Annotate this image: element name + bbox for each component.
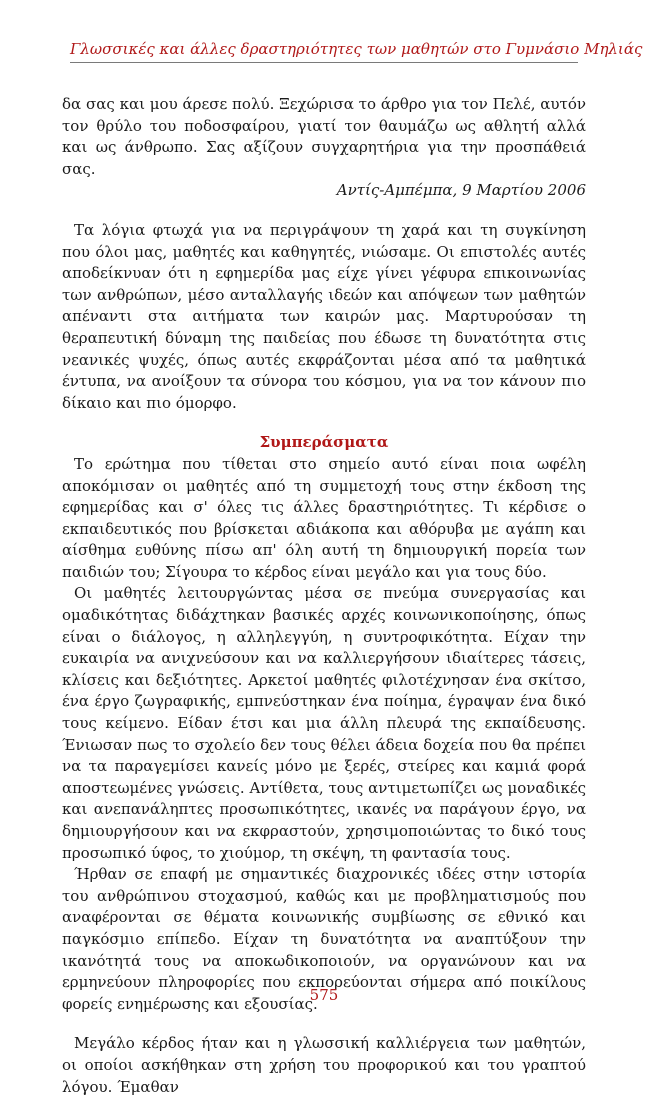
conclusion-paragraph-2: Οι μαθητές λειτουργώντας μέσα σε πνεύμα συνεργασίας και ομαδικότητας διδάχτηκαν βασικές αρχές κοινωνικοποίησης, όπως είναι ο διάλογος, η αλληλεγγύη, η συντροφικότητα. Είχαν την ευκαιρία να ανιχνεύσουν και να καλλιεργήσουν ιδιαίτερες τάσεις, κλίσεις και δεξιότητες. Αρκετοί μαθητές φιλοτέχνησαν ένα σκίτσο, ένα έργο ζωγραφικής, εμπνεύστηκαν ένα ποίημα, έγραψαν ένα δικό τους κείμενο. Είδαν έτσι και μια άλλη πλευρά της εκπαίδευσης. Ένιωσαν πως το σχολείο δεν τους θέλει άδεια δοχεία που θα πρέπει να τα παραγεμίσει κανείς μόνο με ξερές, στείρες και καμιά φορά αποστεωμένες γνώσεις. Αντίθετα, τους αντιμετωπίζει ως μοναδικές και ανεπανάληπτες προσωπικότητες, ικανές να παράγουν έργο, να δημιουργήσουν και να εκφραστούν, χρησιμοποιώντας το δικό τους προσωπικό ύφος, το χιούμορ, τη σκέψη, τη φαντασία τους. [62,584,586,862]
letter-signature: Αντίς-Αμπέμπα, 9 Μαρτίου 2006 [336,181,586,200]
running-header: Γλωσσικές και άλλες δραστηριότητες των μαθητών στο Γυμνάσιο Μηλιάς [70,40,643,58]
body-text [62,94,586,1098]
conclusion-paragraph-4: Μεγάλο κέρδος ήταν και η γλωσσική καλλιέργεια των μαθητών, οι οποίοι ασκήθηκαν στη χρήση του προφορικού και του γραπτού λόγου. Έμαθαν [62,1034,586,1096]
letter-excerpt: δα σας και μου άρεσε πολύ. Ξεχώρισα το άρθρο για τον Πελέ, αυτόν τον θρύλο του ποδοσφαίρου, γιατί τον θαυμάζω ως αθλητή αλλά και ως άνθρωπο. Σας αξίζουν συγχαρητήρια για την προσπάθειά σας. [62,95,586,178]
section-title: Συμπεράσματα [259,433,389,452]
intro-paragraph: Τα λόγια φτωχά για να περιγράψουν τη χαρά και τη συγκίνηση που όλοι μας, μαθητές και καθηγητές, νιώσαμε. Οι επιστολές αυτές αποδείκνυαν ότι η εφημερίδα μας είχε γίνει γέφυρα επικοινωνίας των ανθρώπων, μέσο ανταλλαγής ιδεών και απόψεων των μαθητών απέναντι στα αιτήματα των καιρών μας. Μαρτυρούσαν τη θεραπευτική δύναμη της παιδείας που έδωσε τη δυνατότητα στις νεανικές ψυχές, όπως αυτές εκφράζονται μέσα από τα μαθητικά έντυπα, να ανοίξουν τα σύνορα του κόσμου, για να τον κάνουν πιο δίκαιο και πιο όμορφο. [62,220,586,412]
conclusion-paragraph-1: Το ερώτημα που τίθεται στο σημείο αυτό είναι ποια ωφέλη αποκόμισαν οι μαθητές από τη συμμετοχή τους στην έκδοση της εφημερίδας και σ' όλες τις άλλες δραστηριότητες. Τι κέρδισε ο εκπαιδευτικός που βρίσκεται αδιάκοπα και αθόρυβα με αγάπη και αίσθημα ευθύνης πίσω απ' όλη αυτή τη δημιουργική πορεία των παιδιών του; Σίγουρα το κέρδος είναι μεγάλο και για τους δύο. [62,454,586,581]
page-number: 575 [309,986,339,1004]
conclusion-paragraph-3: Ήρθαν σε επαφή με σημαντικές διαχρονικές ιδέες στην ιστορία του ανθρώπινου στοχασμού, καθώς και με προβληματισμούς που αναφέρονται σε θέματα κοινωνικής συμβίωσης σε εθνικό και παγκόσμιο επίπεδο. Είχαν τη δυνατότητα να αναπτύξουν την ικανότητά τους να αποκωδικοποιούν, να οργανώνουν και να ερμηνεύουν πληροφορίες που εκπορεύονται σήμερα από ποικίλους φορείς ενημέρωσης και εξουσίας. [62,865,586,1013]
header-rule [70,62,578,63]
